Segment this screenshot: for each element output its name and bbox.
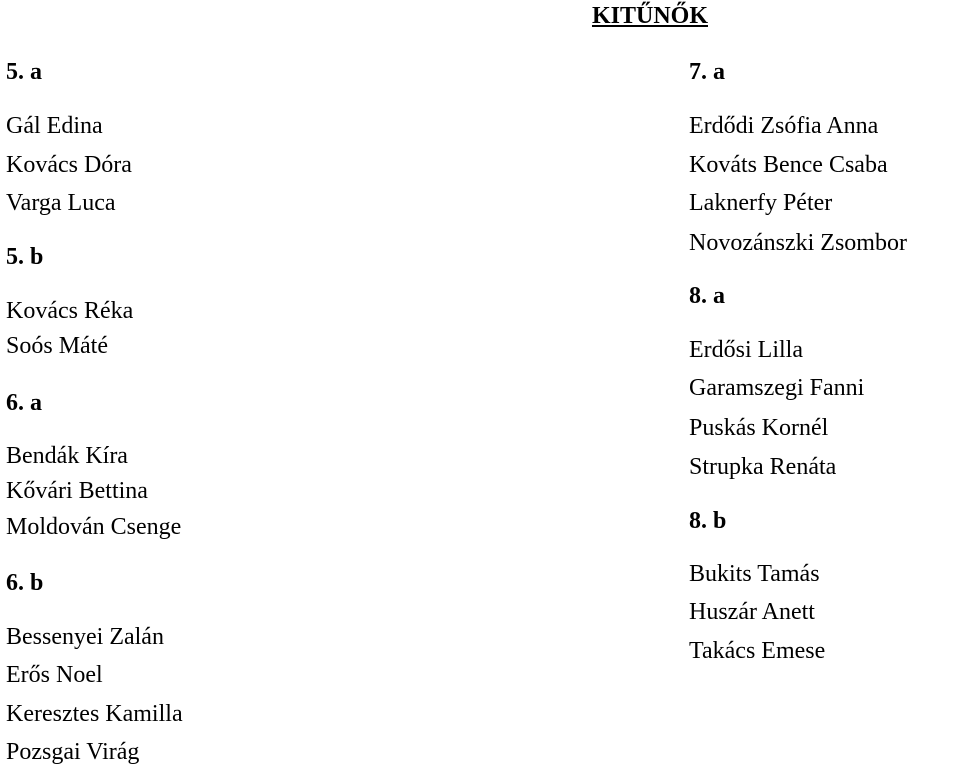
student-name: Bessenyei Zalán	[6, 624, 164, 650]
student-name: Moldován Csenge	[6, 514, 182, 540]
student-name: Kovács Réka	[6, 298, 134, 324]
student-name: Erős Noel	[6, 662, 103, 688]
class-heading-8b: 8. b	[689, 508, 727, 534]
student-name: Puskás Kornél	[689, 415, 829, 441]
student-name: Kováts Bence Csaba	[689, 152, 888, 178]
student-name: Pozsgai Virág	[6, 739, 140, 765]
student-name: Bukits Tamás	[689, 561, 820, 587]
student-name: Erdősi Lilla	[689, 337, 803, 363]
student-name: Strupka Renáta	[689, 454, 837, 480]
page-title: KITŰNŐK	[591, 3, 708, 29]
class-heading-5a: 5. a	[6, 59, 42, 85]
class-heading-7a: 7. a	[689, 59, 725, 85]
student-name: Kővári Bettina	[6, 478, 148, 504]
student-name: Erdődi Zsófia Anna	[689, 113, 879, 139]
student-name: Novozánszki Zsombor	[689, 230, 907, 256]
student-name: Garamszegi Fanni	[689, 375, 865, 401]
class-heading-6b: 6. b	[6, 570, 44, 596]
student-name: Soós Máté	[6, 333, 108, 359]
student-name: Varga Luca	[6, 190, 116, 216]
student-name: Huszár Anett	[689, 599, 815, 625]
student-name: Gál Edina	[6, 113, 103, 139]
student-name: Keresztes Kamilla	[6, 701, 183, 727]
class-heading-5b: 5. b	[6, 244, 44, 270]
student-name: Laknerfy Péter	[689, 190, 833, 216]
student-name: Kovács Dóra	[6, 152, 132, 178]
class-heading-6a: 6. a	[6, 390, 42, 416]
student-name: Takács Emese	[689, 638, 826, 664]
student-name: Bendák Kíra	[6, 443, 128, 469]
class-heading-8a: 8. a	[689, 283, 725, 309]
